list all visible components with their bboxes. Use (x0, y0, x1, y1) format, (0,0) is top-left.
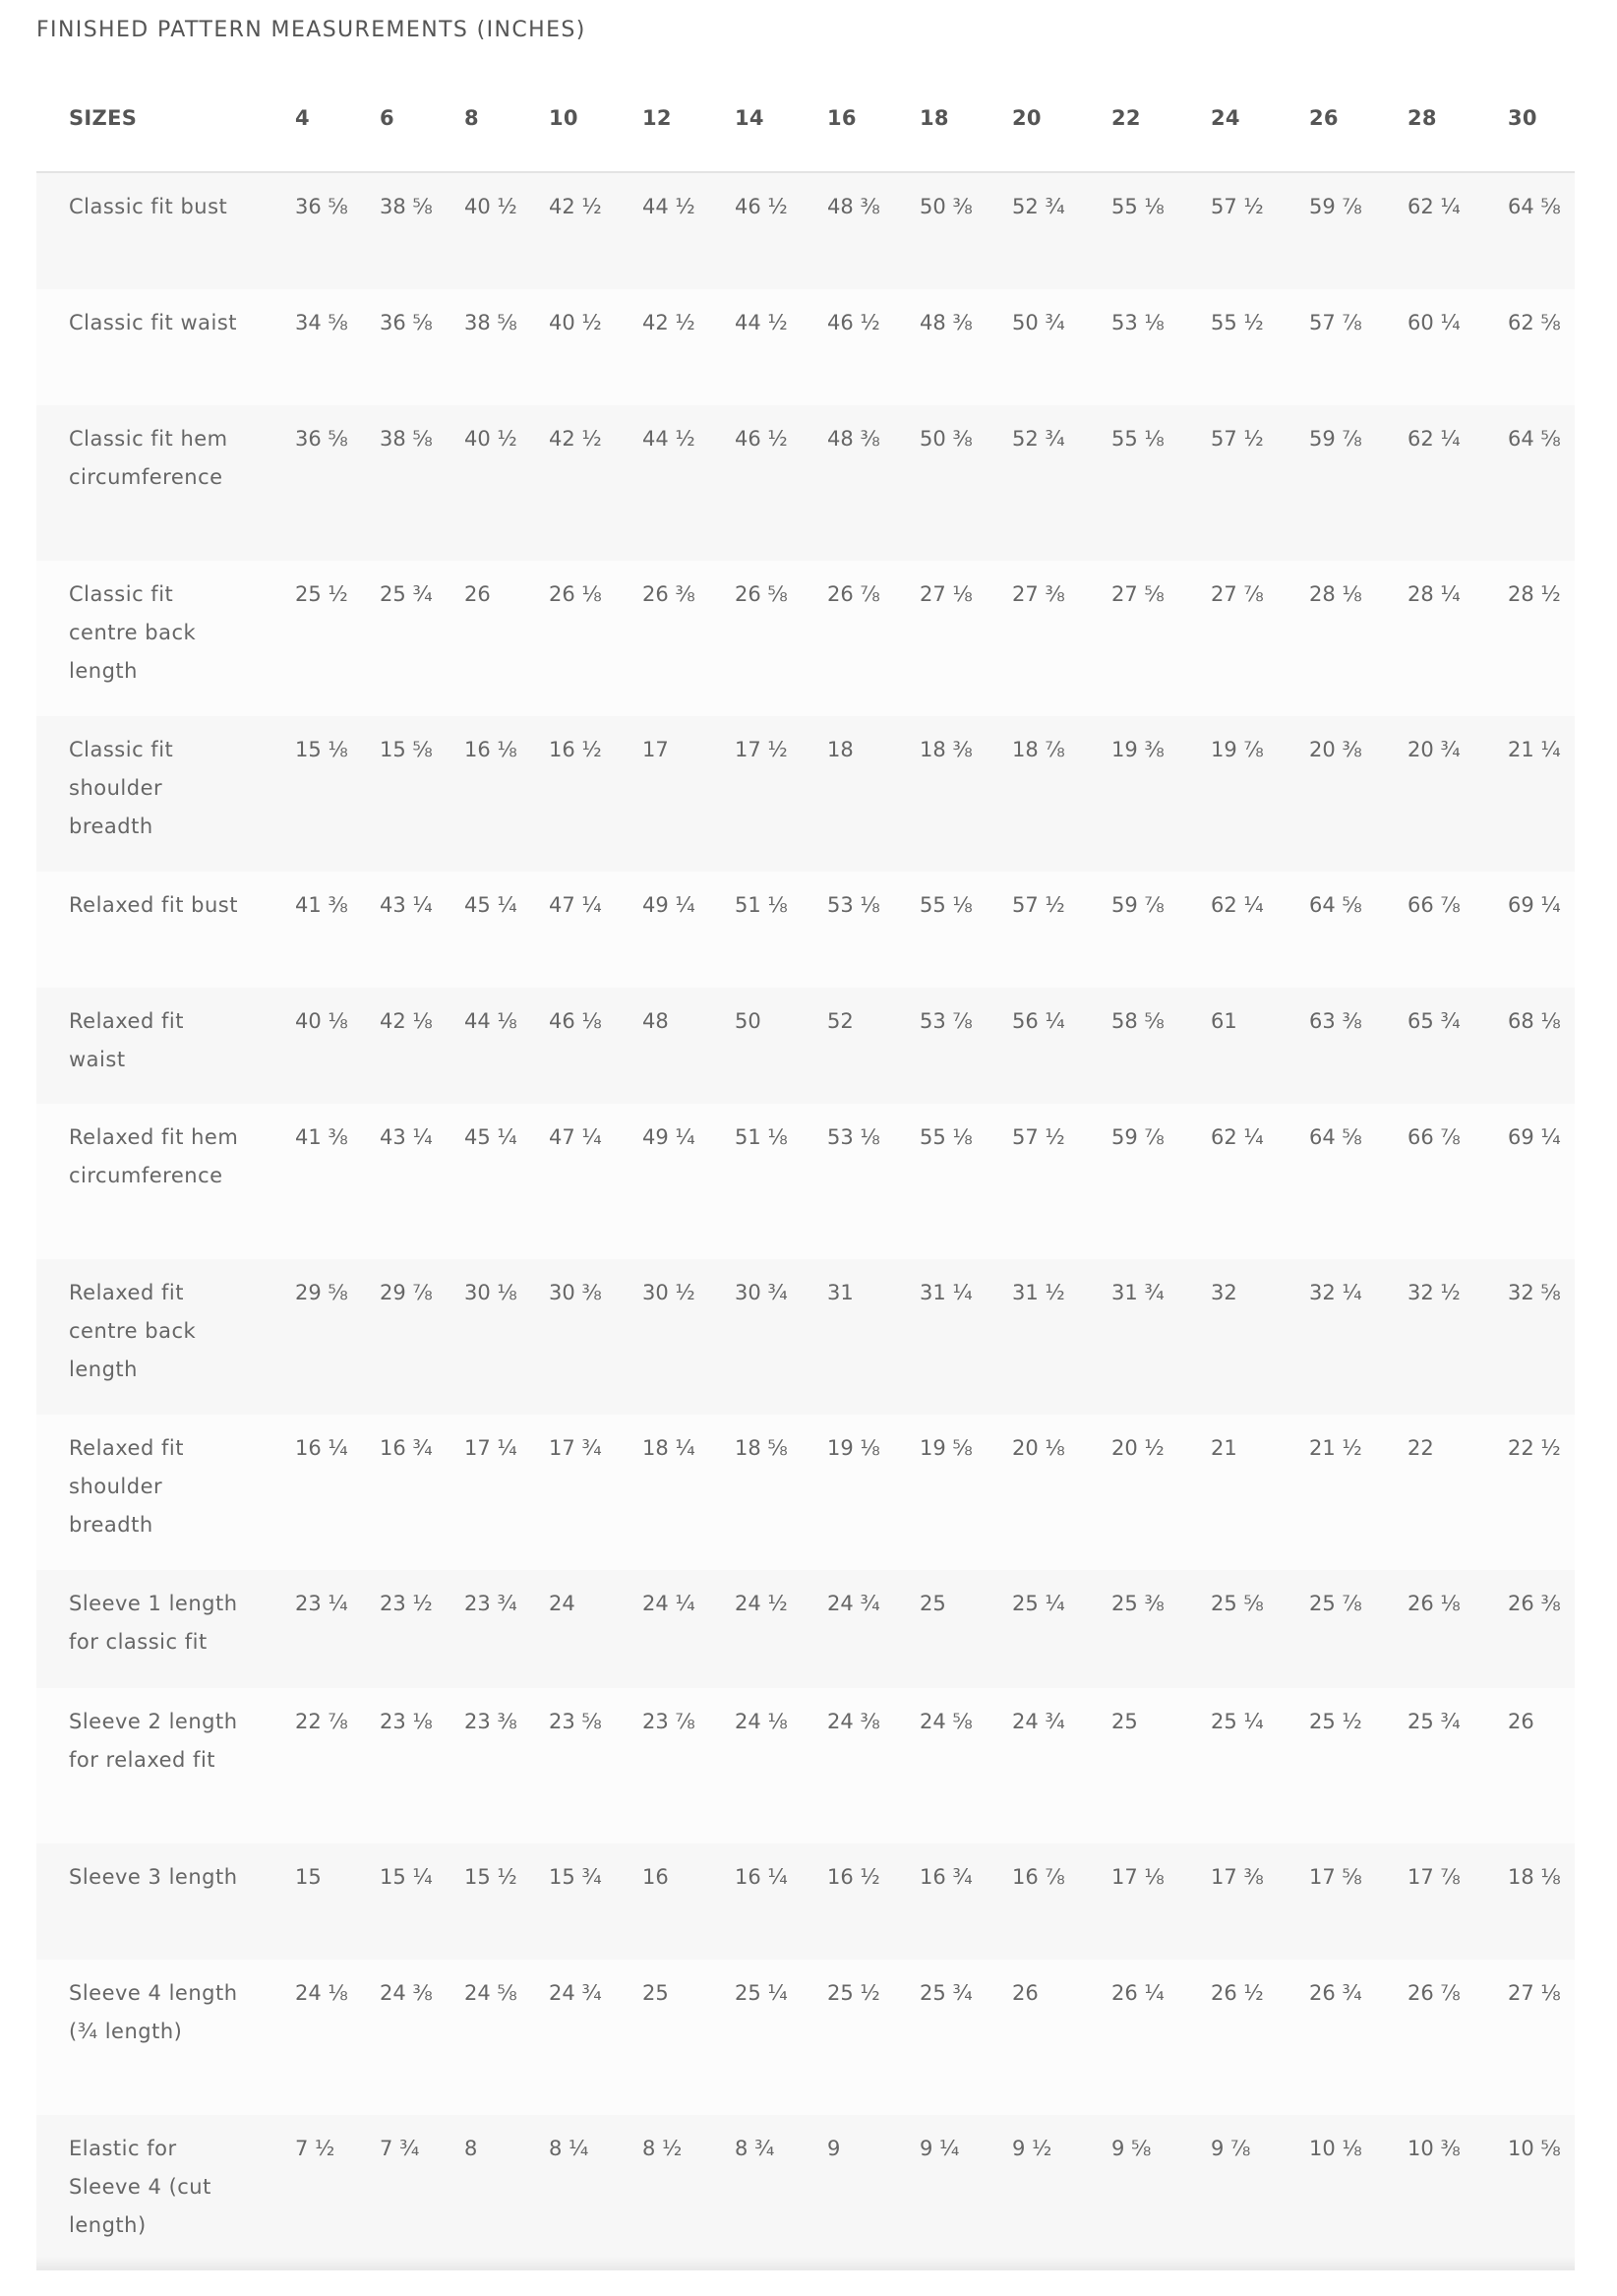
table-cell: 52 (827, 1009, 854, 1033)
table-cell: 31 (827, 1281, 854, 1304)
table-cell: 23 ½ (380, 1592, 433, 1615)
table-cell: 53 ⅛ (827, 893, 880, 917)
table-cell: 60 ¼ (1407, 311, 1461, 334)
header-size-16: 16 (827, 106, 857, 130)
table-cell: 22 ½ (1508, 1436, 1561, 1460)
table-cell: 27 ⅛ (920, 582, 973, 606)
table-cell: 59 ⅞ (1309, 427, 1362, 451)
table-header-row (36, 69, 1575, 173)
measurements-table (36, 69, 1575, 2270)
table-cell: 26 ⅜ (642, 582, 695, 606)
header-size-14: 14 (735, 106, 764, 130)
table-cell: 23 ⅜ (464, 1710, 517, 1733)
table-cell: 62 ⅝ (1508, 311, 1561, 334)
table-cell: 55 ½ (1211, 311, 1264, 334)
table-cell: 21 ½ (1309, 1436, 1362, 1460)
table-cell: 18 ⅜ (920, 738, 973, 761)
table-cell: 17 ⅛ (1111, 1865, 1165, 1889)
row-label: Sleeve 3 length (69, 1865, 238, 1889)
table-cell: 27 ⅝ (1111, 582, 1165, 606)
table-cell: 20 ⅜ (1309, 738, 1362, 761)
table-cell: 48 ⅜ (827, 195, 880, 218)
table-cell: 32 ½ (1407, 1281, 1461, 1304)
table-cell: 26 ⅝ (735, 582, 788, 606)
table-cell: 40 ½ (549, 311, 602, 334)
table-cell: 51 ⅛ (735, 1125, 788, 1149)
table-cell: 25 ½ (295, 582, 348, 606)
table-cell: 57 ½ (1211, 427, 1264, 451)
table-row (36, 405, 1575, 561)
table-cell: 26 ⅞ (1407, 1981, 1461, 2005)
row-label: Relaxed fit centre back length (69, 1281, 197, 1381)
table-cell: 16 (642, 1865, 669, 1889)
table-cell: 25 ¾ (920, 1981, 973, 2005)
table-cell: 26 ⅞ (827, 582, 880, 606)
header-size-28: 28 (1407, 106, 1437, 130)
table-cell: 38 ⅝ (380, 195, 433, 218)
table-cell: 25 ½ (1309, 1710, 1362, 1733)
header-size-6: 6 (380, 106, 394, 130)
table-cell: 62 ¼ (1211, 893, 1264, 917)
row-label: Classic fit shoulder breadth (69, 738, 174, 838)
table-cell: 26 ⅜ (1508, 1592, 1561, 1615)
table-row (36, 173, 1575, 289)
table-cell: 40 ⅛ (295, 1009, 348, 1033)
table-cell: 20 ⅛ (1012, 1436, 1065, 1460)
table-cell: 15 ⅛ (295, 738, 348, 761)
table-cell: 50 ¾ (1012, 311, 1065, 334)
table-cell: 24 ⅜ (827, 1710, 880, 1733)
table-cell: 25 (920, 1592, 946, 1615)
table-row (36, 1960, 1575, 2115)
table-cell: 17 ¼ (464, 1436, 517, 1460)
row-label: Classic fit bust (69, 195, 228, 218)
table-cell: 64 ⅝ (1309, 893, 1362, 917)
header-sizes-label: SIZES (69, 106, 138, 130)
table-cell: 16 ¼ (735, 1865, 788, 1889)
table-cell: 10 ⅛ (1309, 2137, 1362, 2160)
table-row (36, 2115, 1575, 2270)
table-row (36, 561, 1575, 716)
table-bottom-shadow (36, 2257, 1575, 2270)
table-cell: 15 ½ (464, 1865, 517, 1889)
row-label: Relaxed fit hem circumference (69, 1125, 239, 1187)
table-cell: 45 ¼ (464, 1125, 517, 1149)
table-cell: 30 ⅜ (549, 1281, 602, 1304)
table-row (36, 1843, 1575, 1960)
table-cell: 24 ¾ (1012, 1710, 1065, 1733)
table-cell: 61 (1211, 1009, 1237, 1033)
table-cell: 36 ⅝ (295, 427, 348, 451)
table-cell: 32 (1211, 1281, 1237, 1304)
table-row (36, 289, 1575, 405)
table-cell: 64 ⅝ (1508, 427, 1561, 451)
table-cell: 34 ⅝ (295, 311, 348, 334)
table-cell: 8 ¼ (549, 2137, 589, 2160)
table-cell: 55 ⅛ (920, 893, 973, 917)
table-cell: 50 (735, 1009, 761, 1033)
table-cell: 30 ⅛ (464, 1281, 517, 1304)
table-cell: 8 ½ (642, 2137, 683, 2160)
table-cell: 23 ⅞ (642, 1710, 695, 1733)
table-cell: 27 ⅞ (1211, 582, 1264, 606)
table-row (36, 872, 1575, 988)
table-cell: 63 ⅜ (1309, 1009, 1362, 1033)
table-cell: 18 ⅝ (735, 1436, 788, 1460)
table-cell: 20 ½ (1111, 1436, 1165, 1460)
table-cell: 16 ¾ (380, 1436, 433, 1460)
table-cell: 7 ½ (295, 2137, 335, 2160)
row-label: Sleeve 4 length (¾ length) (69, 1981, 238, 2043)
table-cell: 23 ¾ (464, 1592, 517, 1615)
table-cell: 50 ⅜ (920, 195, 973, 218)
table-cell: 16 ¼ (295, 1436, 348, 1460)
table-cell: 24 ⅝ (920, 1710, 973, 1733)
table-cell: 24 ⅛ (735, 1710, 788, 1733)
table-cell: 24 ¾ (827, 1592, 880, 1615)
table-cell: 25 ⅜ (1111, 1592, 1165, 1615)
table-cell: 57 ⅞ (1309, 311, 1362, 334)
table-body (36, 173, 1575, 2270)
table-cell: 32 ¼ (1309, 1281, 1362, 1304)
table-row (36, 716, 1575, 872)
table-cell: 23 ¼ (295, 1592, 348, 1615)
table-cell: 42 ½ (642, 311, 695, 334)
table-cell: 42 ½ (549, 195, 602, 218)
table-cell: 15 (295, 1865, 322, 1889)
table-cell: 25 ¼ (735, 1981, 788, 2005)
table-cell: 23 ⅛ (380, 1710, 433, 1733)
table-cell: 21 ¼ (1508, 738, 1561, 761)
table-cell: 52 ¾ (1012, 427, 1065, 451)
table-cell: 51 ⅛ (735, 893, 788, 917)
table-cell: 23 ⅝ (549, 1710, 602, 1733)
table-cell: 66 ⅞ (1407, 893, 1461, 917)
header-size-8: 8 (464, 106, 479, 130)
header-size-18: 18 (920, 106, 949, 130)
table-cell: 25 ¾ (1407, 1710, 1461, 1733)
table-cell: 57 ½ (1012, 1125, 1065, 1149)
table-cell: 17 (642, 738, 669, 761)
table-cell: 43 ¼ (380, 893, 433, 917)
table-cell: 44 ½ (642, 195, 695, 218)
table-cell: 24 ¼ (642, 1592, 695, 1615)
table-cell: 55 ⅛ (1111, 427, 1165, 451)
table-cell: 57 ½ (1012, 893, 1065, 917)
table-cell: 26 ½ (1211, 1981, 1264, 2005)
row-label: Sleeve 2 length for relaxed fit (69, 1710, 238, 1772)
table-cell: 48 ⅜ (827, 427, 880, 451)
table-cell: 31 ¾ (1111, 1281, 1165, 1304)
table-cell: 30 ½ (642, 1281, 695, 1304)
table-cell: 18 ⅞ (1012, 738, 1065, 761)
table-cell: 69 ¼ (1508, 1125, 1561, 1149)
table-cell: 52 ¾ (1012, 195, 1065, 218)
table-cell: 48 (642, 1009, 669, 1033)
table-cell: 66 ⅞ (1407, 1125, 1461, 1149)
table-cell: 17 ⅞ (1407, 1865, 1461, 1889)
table-cell: 41 ⅜ (295, 1125, 348, 1149)
table-cell: 29 ⅝ (295, 1281, 348, 1304)
table-cell: 45 ¼ (464, 893, 517, 917)
table-cell: 17 ½ (735, 738, 788, 761)
table-cell: 59 ⅞ (1111, 893, 1165, 917)
table-cell: 30 ¾ (735, 1281, 788, 1304)
table-cell: 38 ⅝ (464, 311, 517, 334)
table-cell: 65 ¾ (1407, 1009, 1461, 1033)
row-label: Classic fit hem circumference (69, 427, 228, 489)
table-cell: 49 ¼ (642, 893, 695, 917)
table-row (36, 988, 1575, 1104)
table-cell: 50 ⅜ (920, 427, 973, 451)
table-cell: 28 ½ (1508, 582, 1561, 606)
header-size-22: 22 (1111, 106, 1141, 130)
table-cell: 20 ¾ (1407, 738, 1461, 761)
table-cell: 56 ¼ (1012, 1009, 1065, 1033)
table-cell: 15 ⅝ (380, 738, 433, 761)
table-cell: 55 ⅛ (1111, 195, 1165, 218)
header-size-30: 30 (1508, 106, 1537, 130)
table-cell: 15 ¼ (380, 1865, 433, 1889)
table-cell: 8 (464, 2137, 478, 2160)
row-label: Sleeve 1 length for classic fit (69, 1592, 238, 1654)
table-cell: 25 ⅞ (1309, 1592, 1362, 1615)
table-cell: 40 ½ (464, 427, 517, 451)
header-size-20: 20 (1012, 106, 1042, 130)
table-cell: 47 ¼ (549, 1125, 602, 1149)
row-label: Relaxed fit shoulder breadth (69, 1436, 184, 1537)
table-cell: 9 ¼ (920, 2137, 960, 2160)
table-cell: 69 ¼ (1508, 893, 1561, 917)
table-cell: 36 ⅝ (295, 195, 348, 218)
table-cell: 22 (1407, 1436, 1434, 1460)
table-cell: 59 ⅞ (1309, 195, 1362, 218)
table-cell: 10 ⅝ (1508, 2137, 1561, 2160)
header-size-26: 26 (1309, 106, 1339, 130)
table-cell: 19 ⅝ (920, 1436, 973, 1460)
table-cell: 46 ½ (735, 427, 788, 451)
table-cell: 25 ¼ (1012, 1592, 1065, 1615)
table-cell: 17 ⅝ (1309, 1865, 1362, 1889)
table-row (36, 1415, 1575, 1570)
table-cell: 16 ⅛ (464, 738, 517, 761)
table-cell: 24 (549, 1592, 575, 1615)
table-row (36, 1259, 1575, 1415)
table-cell: 26 ⅛ (549, 582, 602, 606)
table-cell: 29 ⅞ (380, 1281, 433, 1304)
table-cell: 42 ½ (549, 427, 602, 451)
table-cell: 46 ½ (735, 195, 788, 218)
table-cell: 47 ¼ (549, 893, 602, 917)
table-cell: 24 ⅜ (380, 1981, 433, 2005)
row-label: Classic fit waist (69, 311, 237, 334)
table-cell: 18 ⅛ (1508, 1865, 1561, 1889)
table-row (36, 1570, 1575, 1688)
table-cell: 62 ¼ (1211, 1125, 1264, 1149)
table-cell: 16 ⅞ (1012, 1865, 1065, 1889)
table-cell: 18 ¼ (642, 1436, 695, 1460)
table-cell: 26 (464, 582, 491, 606)
table-cell: 44 ½ (735, 311, 788, 334)
row-label: Relaxed fit bust (69, 893, 238, 917)
table-cell: 18 (827, 738, 854, 761)
table-cell: 44 ½ (642, 427, 695, 451)
table-cell: 25 (642, 1981, 669, 2005)
table-cell: 9 ⅞ (1211, 2137, 1251, 2160)
table-cell: 53 ⅛ (1111, 311, 1165, 334)
row-label: Relaxed fit waist (69, 1009, 184, 1071)
table-cell: 49 ¼ (642, 1125, 695, 1149)
table-cell: 16 ¾ (920, 1865, 973, 1889)
table-cell: 62 ¼ (1407, 195, 1461, 218)
table-cell: 58 ⅝ (1111, 1009, 1165, 1033)
table-cell: 22 ⅞ (295, 1710, 348, 1733)
header-size-24: 24 (1211, 106, 1240, 130)
table-cell: 38 ⅝ (380, 427, 433, 451)
table-cell: 7 ¾ (380, 2137, 420, 2160)
table-cell: 42 ⅛ (380, 1009, 433, 1033)
table-cell: 17 ⅜ (1211, 1865, 1264, 1889)
table-cell: 17 ¾ (549, 1436, 602, 1460)
header-size-12: 12 (642, 106, 672, 130)
table-cell: 53 ⅛ (827, 1125, 880, 1149)
table-cell: 24 ⅛ (295, 1981, 348, 2005)
table-cell: 16 ½ (827, 1865, 880, 1889)
table-cell: 26 ¾ (1309, 1981, 1362, 2005)
table-cell: 46 ½ (827, 311, 880, 334)
table-cell: 40 ½ (464, 195, 517, 218)
page-title: FINISHED PATTERN MEASUREMENTS (INCHES) (36, 18, 586, 42)
table-cell: 24 ⅝ (464, 1981, 517, 2005)
table-cell: 55 ⅛ (920, 1125, 973, 1149)
table-cell: 28 ¼ (1407, 582, 1461, 606)
table-cell: 19 ⅞ (1211, 738, 1264, 761)
table-cell: 19 ⅜ (1111, 738, 1165, 761)
header-size-4: 4 (295, 106, 310, 130)
row-label: Elastic for Sleeve 4 (cut length) (69, 2137, 211, 2237)
table-cell: 36 ⅝ (380, 311, 433, 334)
table-cell: 28 ⅛ (1309, 582, 1362, 606)
table-cell: 44 ⅛ (464, 1009, 517, 1033)
table-cell: 59 ⅞ (1111, 1125, 1165, 1149)
table-cell: 53 ⅞ (920, 1009, 973, 1033)
table-cell: 21 (1211, 1436, 1237, 1460)
table-cell: 25 ¼ (1211, 1710, 1264, 1733)
table-cell: 27 ⅜ (1012, 582, 1065, 606)
table-cell: 31 ½ (1012, 1281, 1065, 1304)
table-cell: 26 (1012, 1981, 1039, 2005)
table-cell: 9 (827, 2137, 841, 2160)
table-cell: 26 ⅛ (1407, 1592, 1461, 1615)
table-cell: 15 ¾ (549, 1865, 602, 1889)
table-cell: 64 ⅝ (1309, 1125, 1362, 1149)
header-size-10: 10 (549, 106, 578, 130)
table-cell: 19 ⅛ (827, 1436, 880, 1460)
table-cell: 9 ½ (1012, 2137, 1052, 2160)
table-cell: 48 ⅜ (920, 311, 973, 334)
table-cell: 25 (1111, 1710, 1138, 1733)
table-cell: 25 ½ (827, 1981, 880, 2005)
table-cell: 24 ½ (735, 1592, 788, 1615)
table-cell: 25 ¾ (380, 582, 433, 606)
table-cell: 41 ⅜ (295, 893, 348, 917)
table-cell: 26 (1508, 1710, 1534, 1733)
table-cell: 57 ½ (1211, 195, 1264, 218)
table-cell: 43 ¼ (380, 1125, 433, 1149)
table-cell: 68 ⅛ (1508, 1009, 1561, 1033)
table-cell: 9 ⅝ (1111, 2137, 1152, 2160)
table-cell: 32 ⅝ (1508, 1281, 1561, 1304)
table-cell: 27 ⅛ (1508, 1981, 1561, 2005)
table-cell: 62 ¼ (1407, 427, 1461, 451)
table-row (36, 1688, 1575, 1843)
table-cell: 64 ⅝ (1508, 195, 1561, 218)
table-cell: 8 ¾ (735, 2137, 775, 2160)
table-cell: 16 ½ (549, 738, 602, 761)
table-cell: 46 ⅛ (549, 1009, 602, 1033)
table-cell: 26 ¼ (1111, 1981, 1165, 2005)
table-cell: 10 ⅜ (1407, 2137, 1461, 2160)
table-cell: 25 ⅝ (1211, 1592, 1264, 1615)
row-label: Classic fit centre back length (69, 582, 197, 683)
table-cell: 24 ¾ (549, 1981, 602, 2005)
table-cell: 31 ¼ (920, 1281, 973, 1304)
table-row (36, 1104, 1575, 1259)
